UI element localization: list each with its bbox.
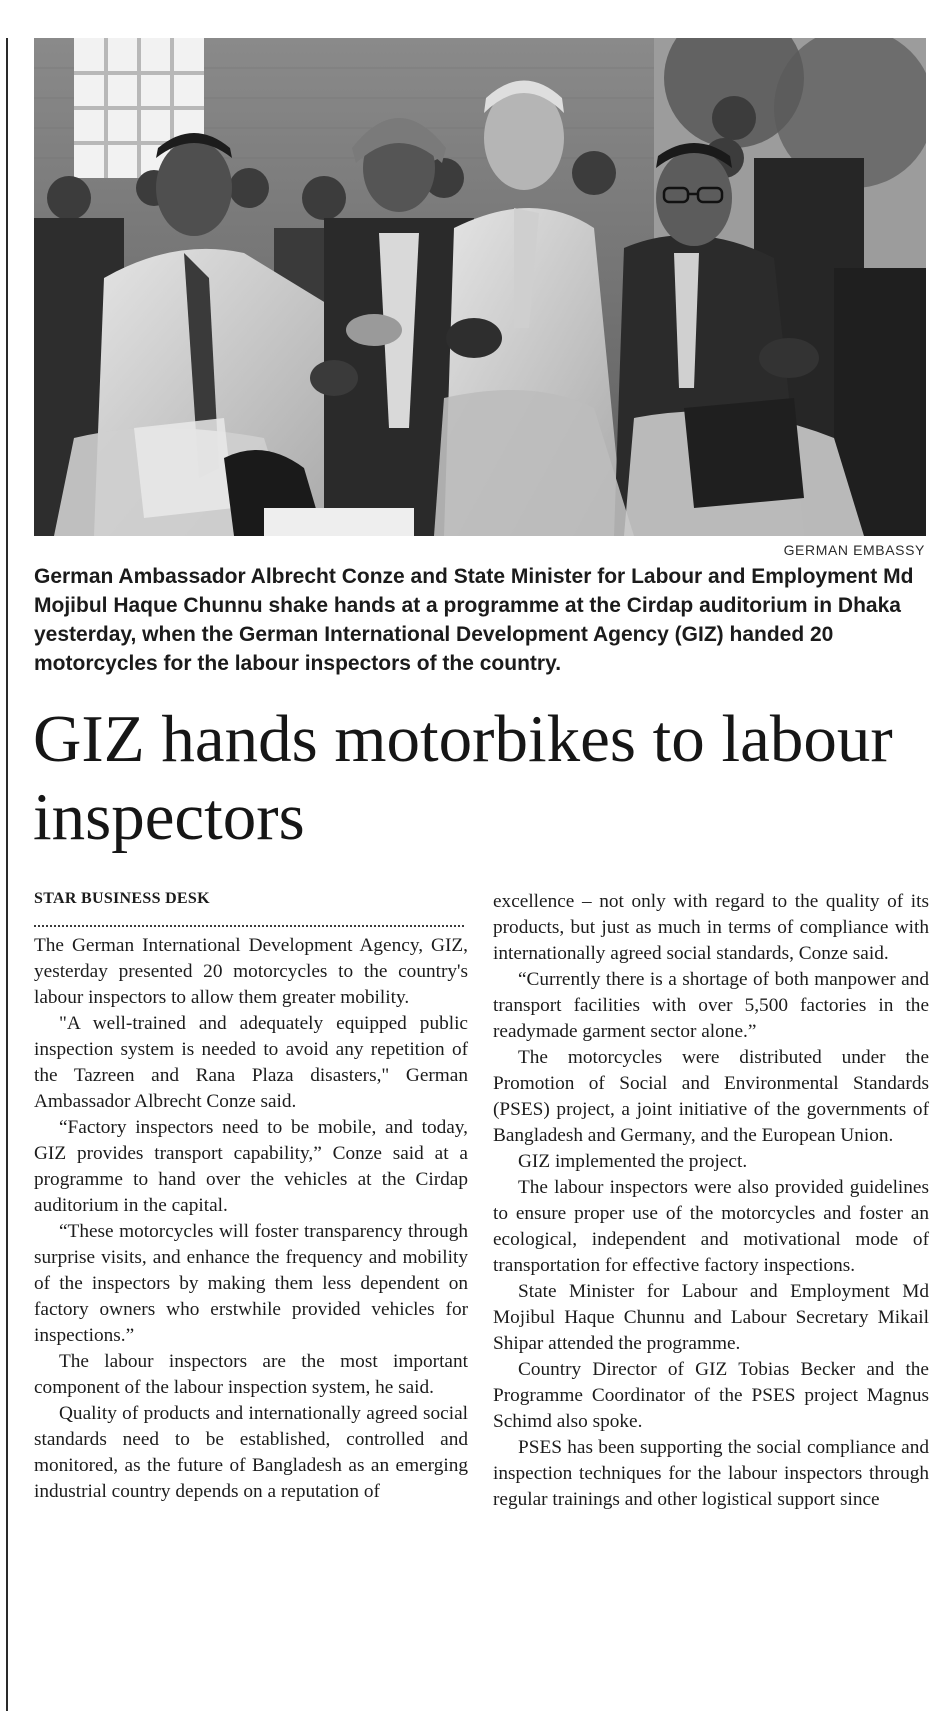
article-column-left: [34, 887, 468, 1505]
paragraph: “These motorcycles will foster transparency through surprise visits, and enhance the frequency and mobility of the inspectors by making them less dependent on factory owners who erstwhile provided vehicles for inspections.”: [34, 1221, 468, 1346]
paragraph: Quality of products and internationally agreed social standards need to be established, controlled and monitored, as the future of Bangladesh as an emerging industrial country depends on a reputation of: [34, 1403, 468, 1502]
handshake-photo: [34, 38, 926, 536]
paragraph: GIZ implemented the project.: [518, 1151, 748, 1172]
photo-credit: GERMAN EMBASSY: [783, 542, 925, 558]
paragraph: "A well-trained and adequately equipped public inspection system is needed to avoid any repetition of the Tazreen and Rana Plaza disasters," German Ambassador Albrecht Conze said.: [34, 1013, 468, 1112]
paragraph: The German International Development Agency, GIZ, yesterday presented 20 motorcycles to the country's labour inspectors to allow them greater mobility.: [34, 935, 468, 1008]
paragraph: “Currently there is a shortage of both manpower and transport facilities with over 5,500 factories in the readymade garment sector alone.”: [493, 969, 929, 1042]
paragraph: Country Director of GIZ Tobias Becker and the Programme Coordinator of the PSES project Magnus Schimd also spoke.: [493, 1359, 929, 1432]
column-rule: [6, 38, 8, 1711]
paragraph: The motorcycles were distributed under the Promotion of Social and Environmental Standards (PSES) project, a joint initiative of the governments of Bangladesh and Germany, and the European Union.: [493, 1047, 929, 1146]
paragraph: excellence – not only with regard to the quality of its products, but just as much in terms of compliance with internationally agreed social standards, Conze said.: [493, 891, 929, 964]
paragraph: The labour inspectors are the most important component of the labour inspection system, he said.: [34, 1351, 468, 1398]
paragraph: PSES has been supporting the social compliance and inspection techniques for the labour inspectors through regular trainings and other logistical support since: [493, 1437, 929, 1510]
paragraph: The labour inspectors were also provided guidelines to ensure proper use of the motorcycles and foster an ecological, independent and motivational mode of transportation for effective factory inspections.: [493, 1177, 929, 1276]
headline: GIZ hands motorbikes to labour inspectors: [33, 702, 893, 854]
article-column-right: [493, 889, 929, 1513]
paragraph: State Minister for Labour and Employment Md Mojibul Haque Chunnu and Labour Secretary Mikail Shipar attended the programme.: [493, 1281, 929, 1354]
byline: STAR BUSINESS DESK: [34, 890, 210, 907]
paragraph: “Factory inspectors need to be mobile, and today, GIZ provides transport capability,” Conze said at a programme to hand over the vehicles at the Cirdap auditorium in the capital.: [34, 1117, 468, 1216]
photo-caption: German Ambassador Albrecht Conze and State Minister for Labour and Employment Md Mojibul Haque Chunnu shake hands at a programme at the Cirdap auditorium in Dhaka yesterday, when the German International Development Agency (GIZ) handed 20 motorcycles for the labour inspectors of the country.: [34, 565, 914, 675]
dotted-divider: [34, 913, 464, 927]
